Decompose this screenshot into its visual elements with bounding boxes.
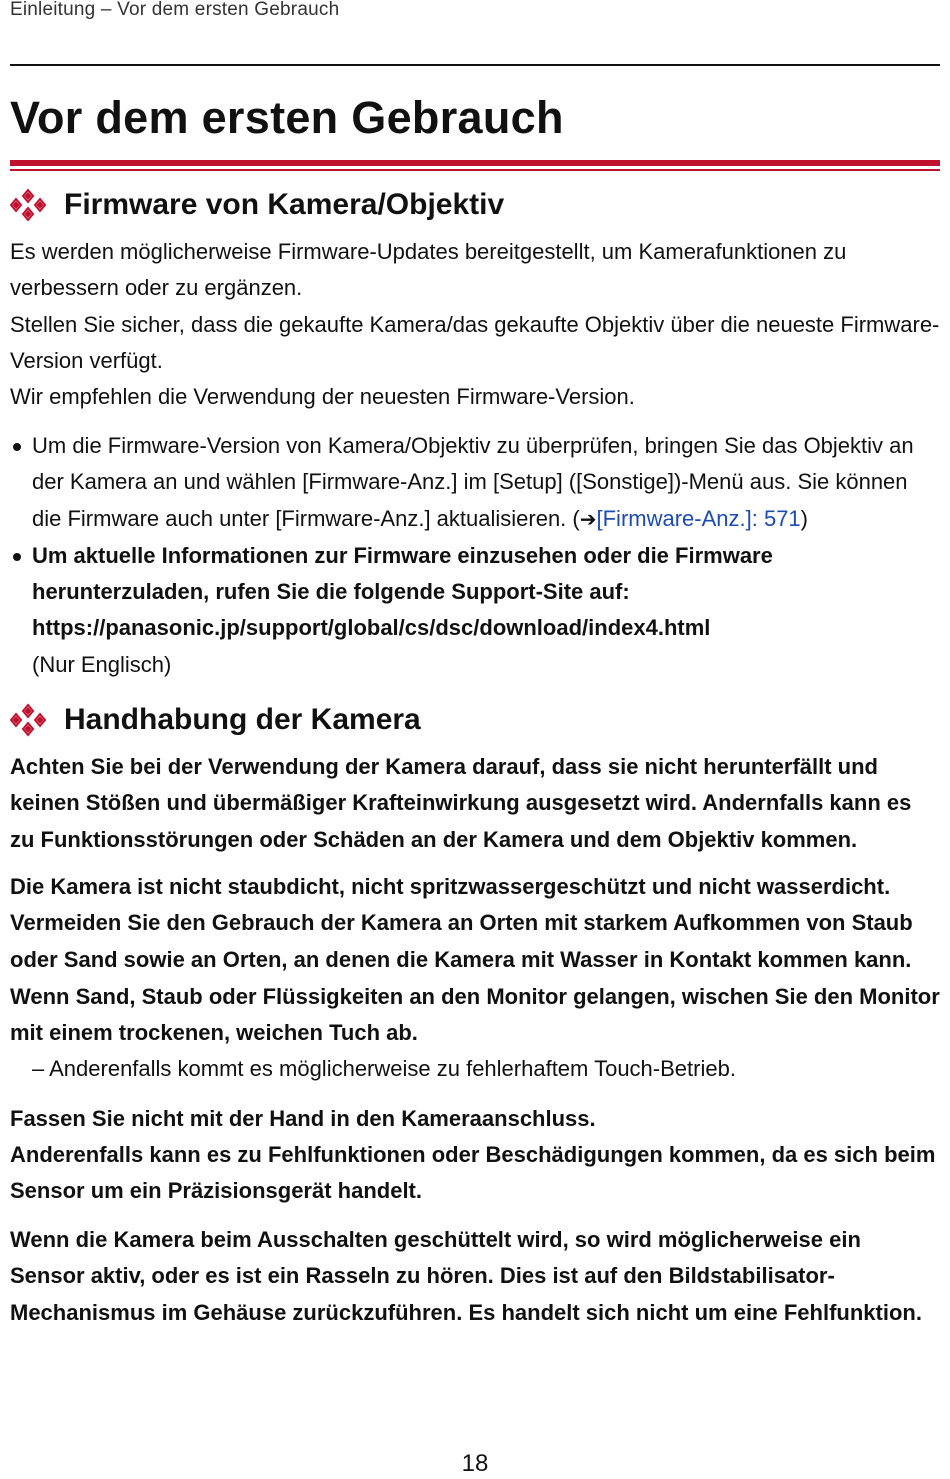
- section-title: Firmware von Kamera/Objektiv: [64, 188, 505, 221]
- title-underline-thin: [10, 169, 940, 171]
- bullet-close: ): [800, 505, 808, 531]
- paragraph: Stellen Sie sicher, dass die gekaufte Kamera/das gekaufte Objektiv über die neueste Firmware-Version verfügt.: [10, 311, 940, 373]
- handling-p4b: Anderenfalls kann es zu Fehlfunktionen oder Beschädigungen kommen, da es sich beim Sensor um ein Präzisionsgerät handelt.: [10, 1142, 936, 1204]
- handling-p1: Achten Sie bei der Verwendung der Kamera darauf, dass sie nicht herunterfällt und keinen Stößen und übermäßiger Krafteinwirkung ausgesetzt wird. Andernfalls kann es zu Funktionsstörungen oder Schäden an der Kamera und dem Objektiv kommen.: [10, 754, 912, 852]
- firmware-bullets: [10, 428, 940, 683]
- page-title: Vor dem ersten Gebrauch: [10, 92, 564, 143]
- section-heading-firmware: [10, 188, 504, 222]
- handling-p3-note: – Anderenfalls kommt es möglicherweise zu fehlerhaftem Touch-Betrieb.: [32, 1056, 736, 1081]
- paragraph: Es werden möglicherweise Firmware-Updates bereitgestellt, um Kamerafunktionen zu verbessern oder zu ergänzen.: [10, 239, 847, 301]
- handling-p2: Die Kamera ist nicht staubdicht, nicht spritzwassergeschützt und nicht wasserdicht. Vermeiden Sie den Gebrauch der Kamera an Orten mit starkem Aufkommen von Staub oder Sand sowie an Orten, an denen die Kamera mit Wasser in Kontakt kommen kann.: [10, 874, 913, 972]
- section-heading-handling: [10, 703, 421, 737]
- diamond-cluster-icon: [10, 703, 46, 737]
- bullet-text: Um die Firmware-Version von Kamera/Objektiv zu überprüfen, bringen Sie das Objektiv an der Kamera an und wählen [Firmware-Anz.] im [Setup] ([Sonstige])-Menü aus. Sie können die Firmware auch unter [Firmware-Anz.] aktualisieren. (: [32, 433, 914, 531]
- section-title: Handhabung der Kamera: [64, 703, 421, 736]
- bullet-support-site: [10, 538, 940, 647]
- firmware-display-link[interactable]: [Firmware-Anz.]: 571: [596, 505, 801, 531]
- firmware-intro: [10, 234, 940, 415]
- bullet-text: Um aktuelle Informationen zur Firmware einzusehen oder die Firmware herunterzuladen, rufen Sie die folgende Support-Site auf:: [32, 542, 773, 605]
- breadcrumb: Einleitung – Vor dem ersten Gebrauch: [10, 0, 340, 20]
- handling-p3: Wenn Sand, Staub oder Flüssigkeiten an den Monitor gelangen, wischen Sie den Monitor mit einem trockenen, weichen Tuch ab.: [10, 984, 940, 1046]
- top-divider: [10, 64, 940, 66]
- diamond-cluster-icon: [10, 188, 46, 222]
- handling-p4a: Fassen Sie nicht mit der Hand in den Kameraanschluss.: [10, 1106, 596, 1131]
- arrow-right-icon: ➔: [579, 508, 597, 531]
- page-number: 18: [461, 1450, 489, 1477]
- support-url[interactable]: https://panasonic.jp/support/global/cs/dsc/download/index4.html: [32, 615, 711, 641]
- handling-p5: Wenn die Kamera beim Ausschalten geschüttelt wird, so wird möglicherweise ein Sensor aktiv, oder es ist ein Rasseln zu hören. Dies ist auf den Bildstabilisator-Mechanismus im Gehäuse zurückzuführen. Es handelt sich nicht um eine Fehlfunktion.: [10, 1227, 922, 1325]
- title-underline-thick: [10, 160, 940, 166]
- bullet-check-version: [10, 428, 940, 538]
- language-note: (Nur Englisch): [32, 651, 172, 677]
- paragraph: Wir empfehlen die Verwendung der neuesten Firmware-Version.: [10, 384, 635, 410]
